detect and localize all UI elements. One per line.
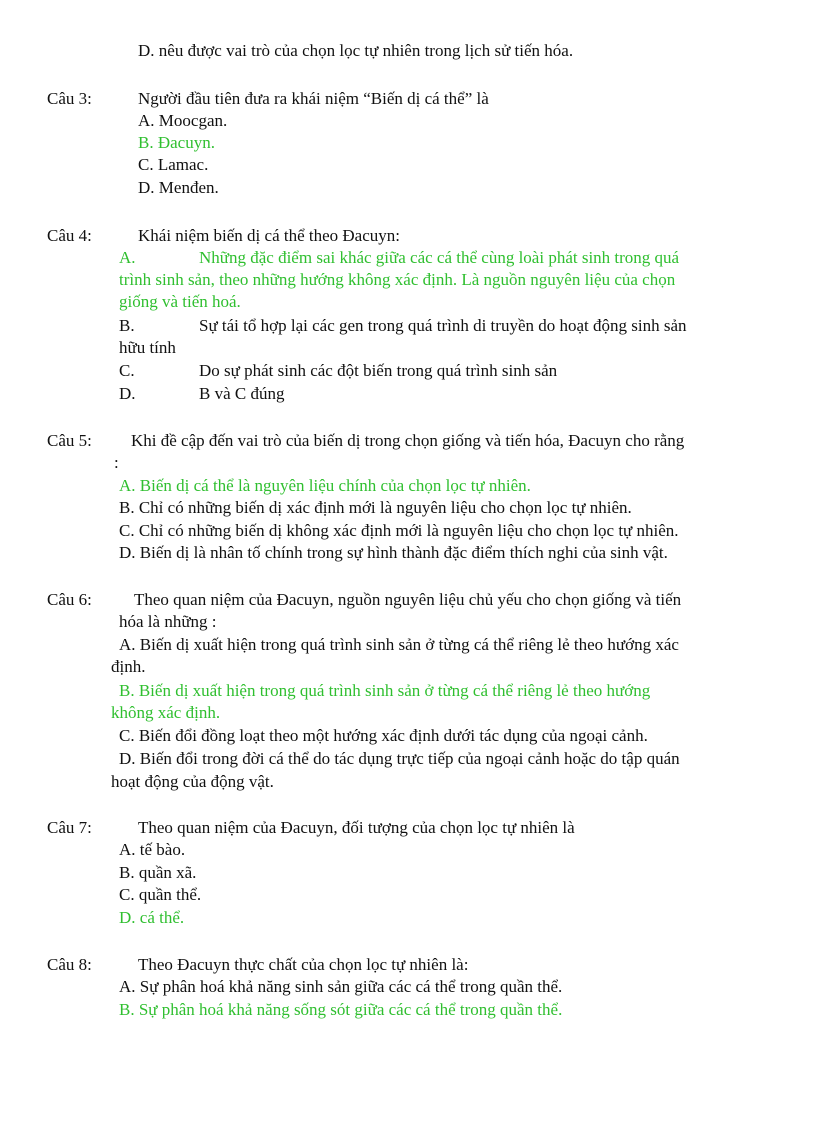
q4-number: Câu 4: <box>47 226 92 245</box>
q5-option-c: C. Chỉ có những biến dị không xác định mới là nguyên liệu cho chọn lọc tự nhiên. <box>119 521 679 540</box>
q8-number: Câu 8: <box>47 955 92 974</box>
q8-question: Theo Đacuyn thực chất của chọn lọc tự nhiên là: <box>138 955 469 974</box>
prev-option-d: D. nêu được vai trò của chọn lọc tự nhiên trong lịch sử tiến hóa. <box>138 41 574 60</box>
q3-number: Câu 3: <box>47 89 92 108</box>
q7-option-a: A. tế bào. <box>119 840 186 859</box>
q4-option-b-line2: hữu tính <box>119 338 176 357</box>
q4-option-b-line1: Sự tái tổ hợp lại các gen trong quá trình di truyền do hoạt động sinh sản <box>199 316 687 335</box>
q7-option-b: B. quần xã. <box>119 863 197 882</box>
q4-option-a-line1: Những đặc điểm sai khác giữa các cá thể cùng loài phát sinh trong quá <box>199 248 680 267</box>
q6-question-line1: Theo quan niệm của Đacuyn, nguồn nguyên liệu chủ yếu cho chọn giống và tiến <box>134 590 682 609</box>
q7-option-d-answer: D. cá thể. <box>119 908 185 927</box>
q4-option-d-label: D. <box>119 384 136 403</box>
q6-option-d-line2: hoạt động của động vật. <box>111 772 274 791</box>
q4-option-b-label: B. <box>119 316 135 335</box>
q6-option-b-line2-answer: không xác định. <box>111 703 221 722</box>
q4-option-c-label: C. <box>119 361 135 380</box>
q4-option-d: B và C đúng <box>199 384 285 403</box>
q7-number: Câu 7: <box>47 818 92 837</box>
q3-question: Người đầu tiên đưa ra khái niệm “Biến dị cá thể” là <box>138 89 489 108</box>
q8-option-a: A. Sự phân hoá khả năng sinh sản giữa các cá thể trong quần thể. <box>119 977 563 996</box>
q5-question: Khi đề cập đến vai trò của biến dị trong chọn giống và tiến hóa, Đacuyn cho rằng <box>131 431 685 450</box>
q6-option-a-line2: định. <box>111 657 146 676</box>
q6-question-line2: hóa là những : <box>119 612 217 631</box>
q4-option-a-line3: giống và tiến hoá. <box>119 292 241 311</box>
q5-option-a-answer: A. Biến dị cá thể là nguyên liệu chính của chọn lọc tự nhiên. <box>119 476 531 495</box>
q3-option-c: C. Lamac. <box>138 155 209 174</box>
q5-option-b: B. Chỉ có những biến dị xác định mới là nguyên liệu cho chọn lọc tự nhiên. <box>119 498 632 517</box>
q4-option-c: Do sự phát sinh các đột biến trong quá trình sinh sản <box>199 361 558 380</box>
q6-option-c: C. Biến đổi đồng loạt theo một hướng xác định dưới tác dụng của ngoại cảnh. <box>119 726 648 745</box>
q4-question: Khái niệm biến dị cá thể theo Đacuyn: <box>138 226 400 245</box>
q5-option-d: D. Biến dị là nhân tố chính trong sự hình thành đặc điểm thích nghi của sinh vật. <box>119 543 668 562</box>
q3-option-d: D. Menđen. <box>138 178 219 197</box>
q6-option-d-line1: D. Biến đổi trong đời cá thể do tác dụng trực tiếp của ngoại cảnh hoặc do tập quán <box>119 749 680 768</box>
q5-question-colon: : <box>114 453 119 472</box>
q8-option-b-answer: B. Sự phân hoá khả năng sống sót giữa các cá thể trong quần thể. <box>119 1000 563 1019</box>
q5-number: Câu 5: <box>47 431 92 450</box>
q3-option-b-answer: B. Đacuyn. <box>138 133 215 152</box>
q6-option-b-line1-answer: B. Biến dị xuất hiện trong quá trình sinh sản ở từng cá thể riêng lẻ theo hướng <box>119 681 651 700</box>
q6-number: Câu 6: <box>47 590 92 609</box>
q4-option-a-line2: trình sinh sản, theo những hướng không xác định. Là nguồn nguyên liệu của chọn <box>119 270 676 289</box>
q7-question: Theo quan niệm của Đacuyn, đối tượng của chọn lọc tự nhiên là <box>138 818 575 837</box>
q3-option-a: A. Moocgan. <box>138 111 228 130</box>
q4-option-a-label: A. <box>119 248 136 267</box>
q7-option-c: C. quần thể. <box>119 885 202 904</box>
q6-option-a-line1: A. Biến dị xuất hiện trong quá trình sinh sản ở từng cá thể riêng lẻ theo hướng xác <box>119 635 679 654</box>
